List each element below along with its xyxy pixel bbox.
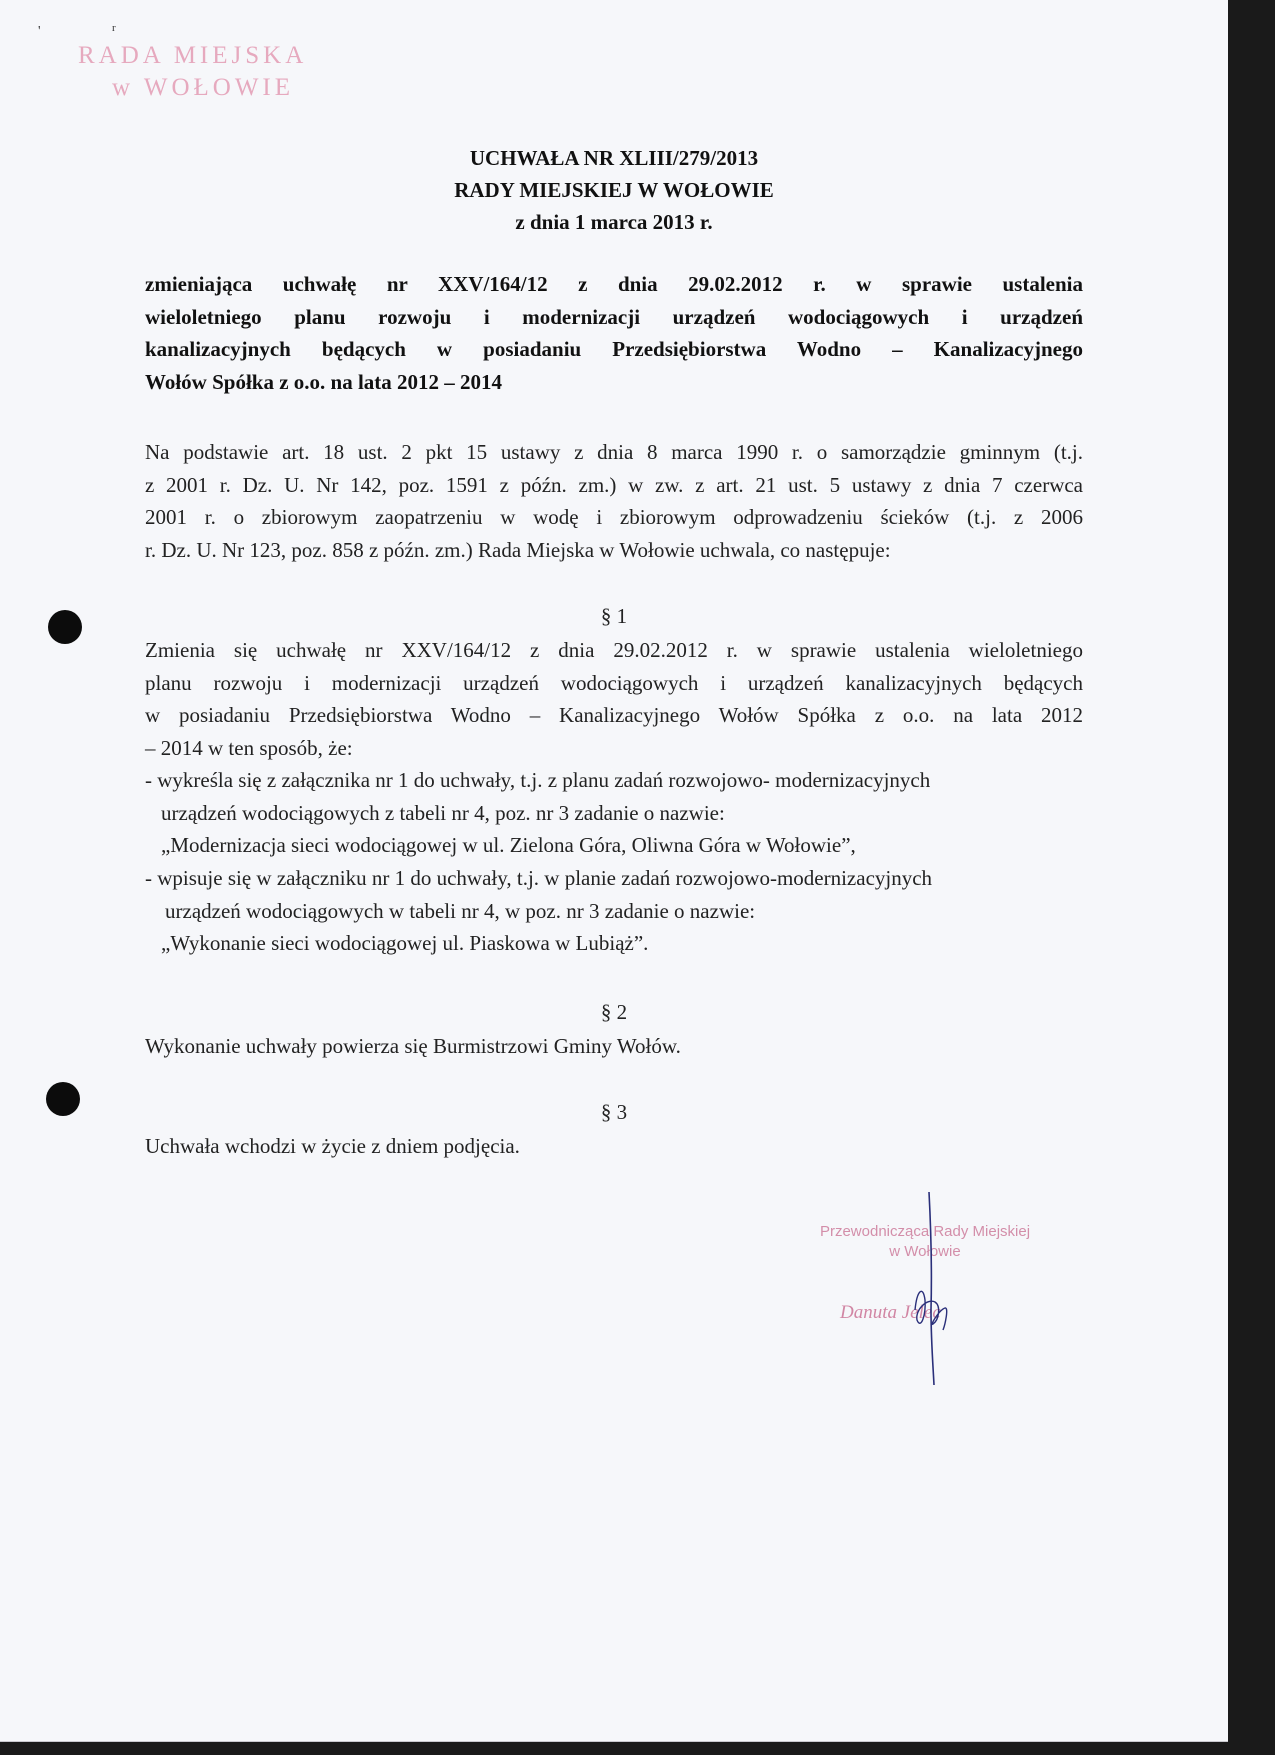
section-1-item-strike — [145, 764, 1083, 862]
basis-line: z 2001 r. Dz. U. Nr 142, poz. 1591 z późn. zm.) w zw. z art. 21 ust. 5 ustawy z dnia 7 czerwca — [145, 472, 1083, 497]
stamp-line-2: w WOŁOWIE — [112, 74, 295, 101]
subject-line: Wołów Spółka z o.o. na lata 2012 – 2014 — [145, 369, 503, 394]
signatory-name: Danuta Jelec — [840, 1302, 941, 1323]
item-2-line: urządzeń wodociągowych w tabeli nr 4, w poz. nr 3 zadanie o nazwie: — [165, 898, 756, 923]
section-1-line: – 2014 w ten sposób, że: — [145, 735, 353, 760]
item-2-line: - wpisuje się w załączniku nr 1 do uchwały, t.j. w planie zadań rozwojowo-modernizacyjnych — [145, 866, 933, 890]
signatory-role: Przewodnicząca Rady Miejskiej — [819, 1223, 1031, 1240]
subject-line: kanalizacyjnych będących w posiadaniu Przedsiębiorstwa Wodno – Kanalizacyjnego — [145, 337, 1083, 361]
section-1-line: Zmienia się uchwałę nr XXV/164/12 z dnia 29.02.2012 r. w sprawie ustalenia wieloletniego — [145, 638, 1083, 662]
section-2-text: Wykonanie uchwały powierza się Burmistrzowi Gminy Wołów. — [145, 1034, 681, 1058]
council-stamp — [78, 40, 307, 104]
stamp-line-1: RADA MIEJSKA — [78, 42, 308, 69]
section-1-text — [145, 634, 1083, 764]
signatory-role-place: w Wołowie — [889, 1243, 961, 1260]
legal-basis — [145, 436, 1083, 566]
resolution-date: z dnia 1 marca 2013 r. — [515, 210, 713, 234]
scan-speck: ' — [38, 24, 41, 39]
scan-speck: r — [112, 22, 116, 34]
basis-line: 2001 r. o zbiorowym zaopatrzeniu w wodę i zbiorowym odprowadzeniu ścieków (t.j. z 2006 — [145, 505, 1083, 529]
resolution-header — [0, 142, 1228, 238]
item-1-line: „Modernizacja sieci wodociągowej w ul. Zielona Góra, Oliwna Góra w Wołowie”, — [161, 833, 856, 857]
page-edge — [0, 1741, 1228, 1742]
handwritten-signature — [895, 1190, 965, 1390]
section-3-text: Uchwała wchodzi w życie z dniem podjęcia. — [145, 1134, 520, 1158]
resolution-issuer: RADY MIEJSKIEJ W WOŁOWIE — [454, 178, 774, 202]
section-1-sign: § 1 — [600, 604, 628, 628]
item-1-line: - wykreśla się z załącznika nr 1 do uchwały, t.j. z planu zadań rozwojowo- modernizacyjnych — [145, 768, 931, 792]
section-1-line: planu rozwoju i modernizacji urządzeń wodociągowych i urządzeń kanalizacyjnych będących — [145, 670, 1083, 695]
item-1-line: urządzeń wodociągowych z tabeli nr 4, poz. nr 3 zadanie o nazwie: — [161, 800, 725, 825]
section-2-sign: § 2 — [600, 1000, 628, 1024]
item-2-line: „Wykonanie sieci wodociągowej ul. Piaskowa w Lubiąż”. — [161, 931, 649, 955]
section-1-item-insert — [145, 862, 1083, 960]
basis-line: r. Dz. U. Nr 123, poz. 858 z późn. zm.) Rada Miejska w Wołowie uchwala, co następuje: — [145, 537, 891, 562]
subject-line: zmieniająca uchwałę nr XXV/164/12 z dnia 29.02.2012 r. w sprawie ustalenia — [145, 272, 1083, 296]
basis-line: Na podstawie art. 18 ust. 2 pkt 15 ustawy z dnia 8 marca 1990 r. o samorządzie gminnym (t.j. — [145, 440, 1083, 464]
section-1-line: w posiadaniu Przedsiębiorstwa Wodno – Kanalizacyjnego Wołów Spółka z o.o. na lata 2012 — [145, 703, 1083, 727]
section-3-sign: § 3 — [600, 1100, 628, 1124]
subject-line: wieloletniego planu rozwoju i modernizacji urządzeń wodociągowych i urządzeń — [145, 304, 1083, 329]
resolution-subject — [145, 268, 1083, 398]
resolution-title: UCHWAŁA NR XLIII/279/2013 — [469, 146, 759, 170]
